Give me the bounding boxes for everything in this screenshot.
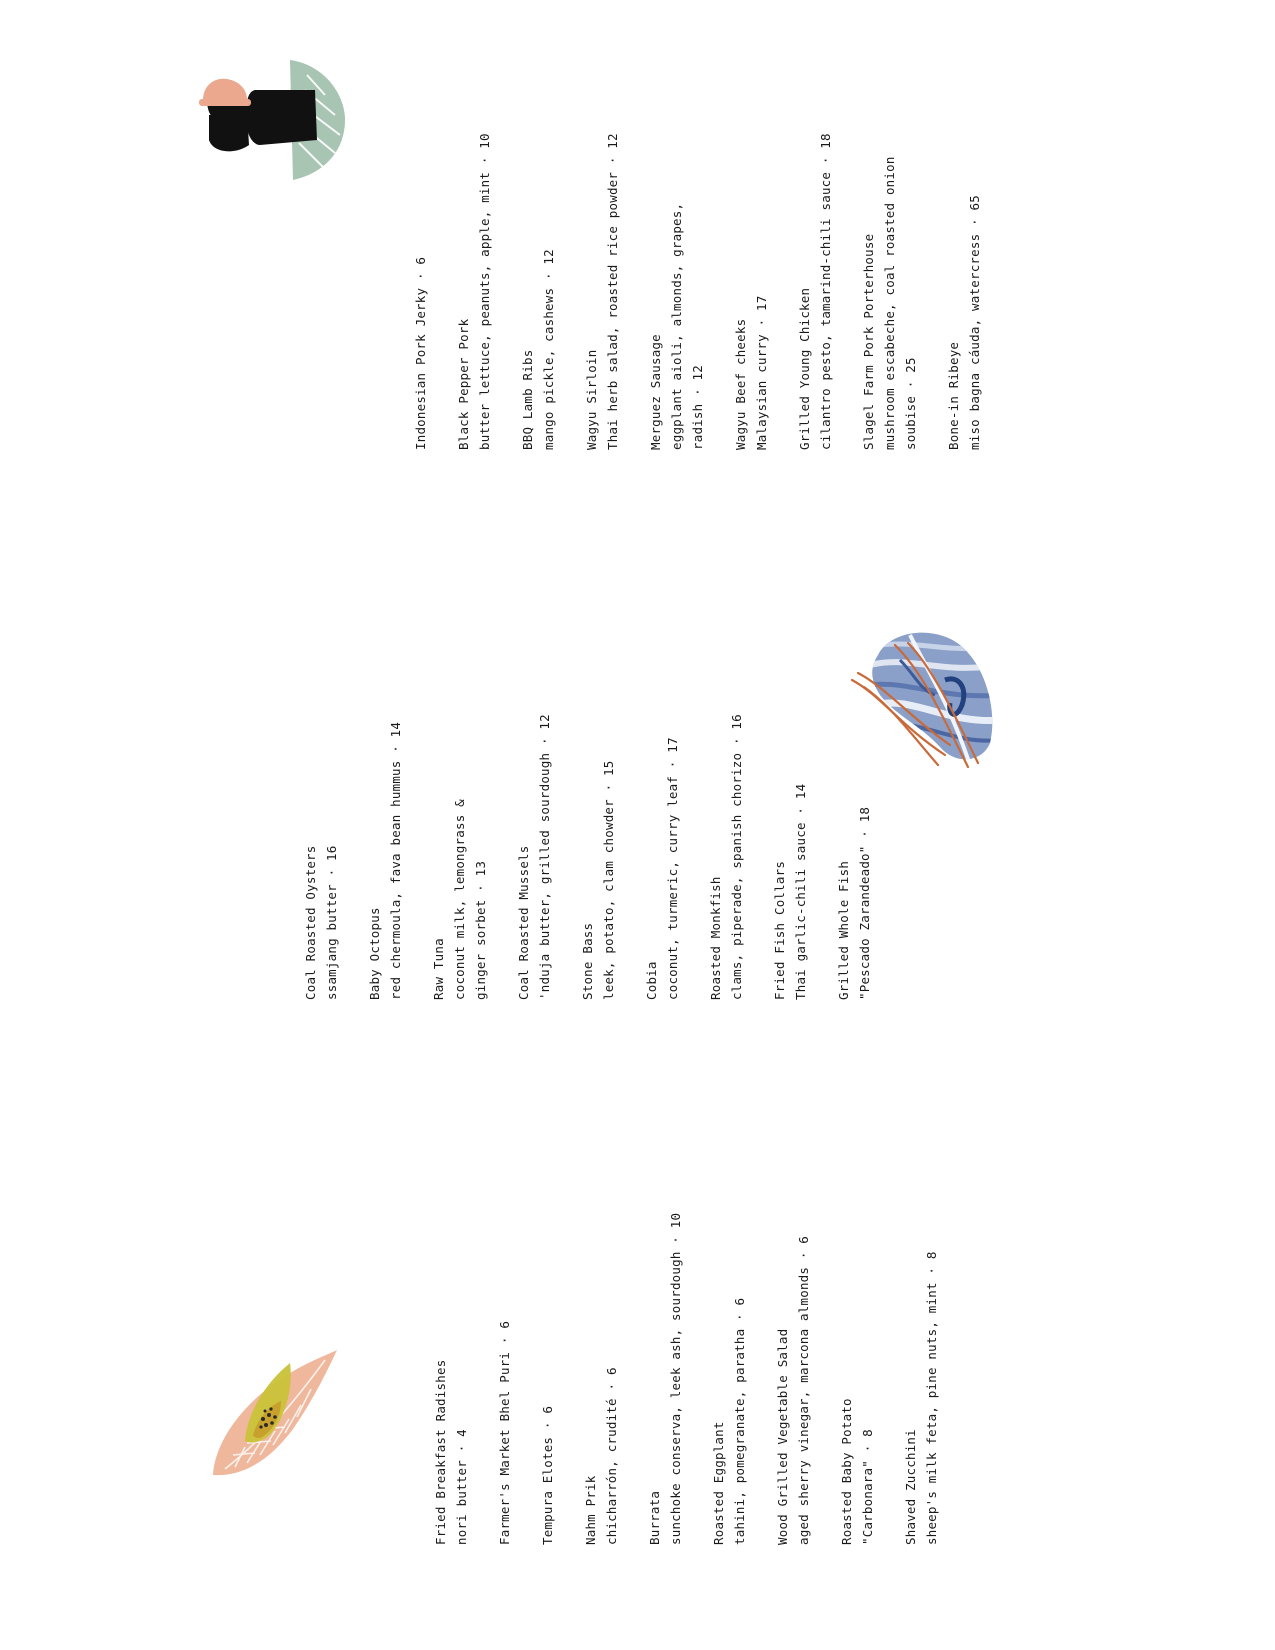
menu-item [794,133,836,450]
dish-name: Bone-in Ribeye [946,341,961,450]
menu-item [513,714,555,1000]
dish-description: Thai garlic-chili sauce · 14 [793,783,808,1000]
dish-name: Roasted Monkfish [708,876,723,1000]
dish-description: red chermoula, fava bean hummus · 14 [388,721,403,1000]
menu-item [641,714,683,1000]
leaf-illustration [205,1345,345,1485]
dish-description: clams, piperade, spanish chorizo · 16 [729,714,744,1000]
dish-description: Thai herb salad, roasted rice powder · 12 [605,133,620,450]
dish-description: "Pescado Zarandeado" · 18 [857,806,872,1000]
dish-name: Roasted Baby Potato [839,1398,854,1545]
dish-description: ginger sorbet · 13 [473,860,488,1000]
menu-column-seafood [300,714,897,1000]
menu-item [577,714,619,1000]
dish-name: Stone Bass [580,922,595,1000]
dish-name: Black Pepper Pork [456,318,471,450]
dish-description: leek, potato, clam chowder · 15 [601,760,616,1000]
dish-name: BBQ Lamb Ribs [520,349,535,450]
dish-name: Indonesian Pork Jerky · 6 [413,256,428,450]
dish-description: coconut milk, lemongrass & [452,799,467,1000]
dish-description: butter lettuce, peanuts, apple, mint · 10 [477,133,492,450]
menu-item [580,1213,622,1545]
dish-name: Farmer's Market Bhel Puri · 6 [497,1320,512,1545]
menu-item [644,1213,686,1545]
dish-name: Burrata [647,1490,662,1545]
dish-description: coconut, turmeric, curry leaf · 17 [665,737,680,1000]
dish-description: "Carbonara" · 8 [860,1429,875,1545]
dish-name: Raw Tuna [431,938,446,1000]
dish-description: Malaysian curry · 17 [754,295,769,450]
menu-item [833,714,875,1000]
menu-column-meat [410,133,1007,450]
dish-description: chicharrón, crudité · 6 [604,1367,619,1545]
menu-item [772,1213,814,1545]
dish-name: Coal Roasted Oysters [303,845,318,1000]
dish-description: aged sherry vinegar, marcona almonds · 6 [796,1235,811,1545]
dish-name: Nahm Prik [583,1475,598,1545]
menu-column-vegetables [430,1213,964,1545]
menu-item [428,714,491,1000]
dish-name: Cobia [644,961,659,1000]
menu-item [494,1213,515,1545]
menu-item [364,714,406,1000]
dish-description: tahini, pomegranate, paratha · 6 [732,1297,747,1545]
dish-description: sunchoke conserva, leek ash, sourdough · 10 [668,1212,683,1545]
menu-item [836,1213,878,1545]
dish-name: Fried Fish Collars [772,860,787,1000]
menu-item [858,133,921,450]
menu-item [705,714,747,1000]
menu-item [581,133,623,450]
menu-item [453,133,495,450]
menu-item [645,133,708,450]
dish-description: miso bagna cáuda, watercress · 65 [967,195,982,450]
person-illustration [1085,55,1086,56]
menu-item [730,133,772,450]
menu-item [708,1213,750,1545]
dish-description: mushroom escabeche, coal roasted onion [882,156,897,450]
menu-item [517,133,559,450]
dish-description: ssamjang butter · 16 [324,845,339,1000]
menu-item [300,714,342,1000]
dish-name: Slagel Farm Pork Porterhouse [861,233,876,450]
menu-item [900,1213,942,1545]
menu-item [410,133,431,450]
dish-name: Roasted Eggplant [711,1421,726,1545]
dish-name: Shaved Zucchini [903,1429,918,1545]
dish-description: mango pickle, cashews · 12 [541,249,556,450]
menu-item [430,1213,472,1545]
menu-item [769,714,811,1000]
dish-name: Wagyu Beef cheeks [733,318,748,450]
dish-name: Tempura Elotes · 6 [540,1405,555,1545]
dish-name: Coal Roasted Mussels [516,845,531,1000]
dish-description: radish · 12 [690,365,705,450]
dish-name: Fried Breakfast Radishes [433,1359,448,1545]
dish-description: eggplant aioli, almonds, grapes, [669,202,684,450]
dish-description: 'nduja butter, grilled sourdough · 12 [537,714,552,1000]
dish-description: cilantro pesto, tamarind-chili sauce · 18 [818,133,833,450]
dish-name: Grilled Young Chicken [797,287,812,450]
dish-description: soubise · 25 [903,357,918,450]
dish-description: sheep's milk feta, pine nuts, mint · 8 [924,1251,939,1545]
menu-item [537,1213,558,1545]
dish-name: Grilled Whole Fish [836,860,851,1000]
person-illustration [195,55,350,185]
dish-name: Baby Octopus [367,907,382,1000]
menu-item [943,133,985,450]
dish-name: Wagyu Sirloin [584,349,599,450]
dish-name: Wood Grilled Vegetable Salad [775,1328,790,1545]
dish-description: nori butter · 4 [454,1429,469,1545]
dish-name: Merguez Sausage [648,334,663,450]
